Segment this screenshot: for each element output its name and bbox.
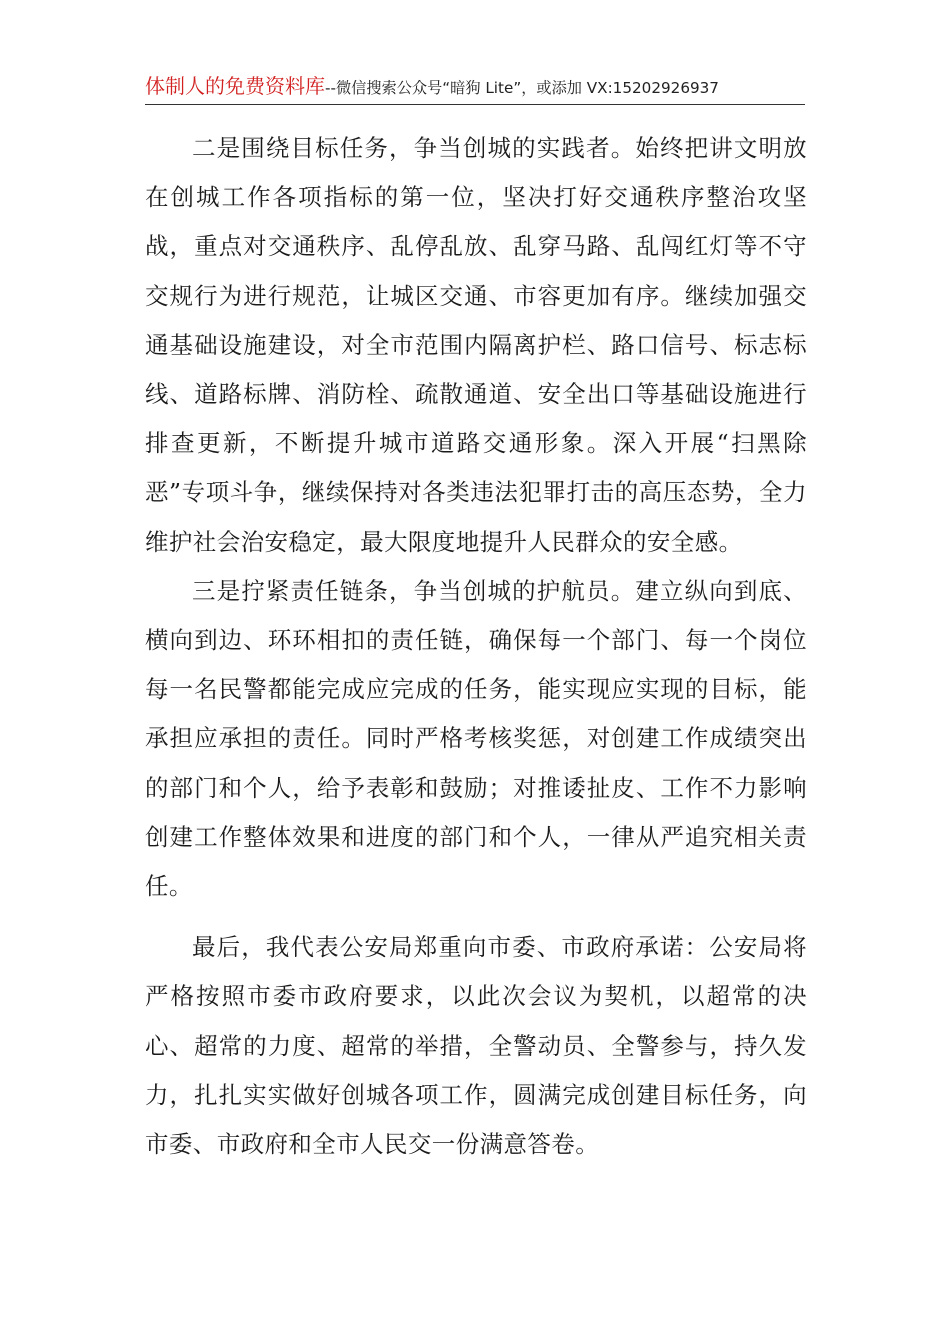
- paragraph-responsibility-chain: 三是拧紧责任链条，争当创城的护航员。建立纵向到底、横向到边、环环相扣的责任链，确保每一个部门、每一个岗位每一名民警都能完成应完成的任务，能实现应实现的目标，能承担应承担的责任。同时严格考核奖惩，对创建工作成绩突出的部门和个人，给予表彰和鼓励；对推诿扯皮、工作不力影响创建工作整体效果和进度的部门和个人，一律从严追究相关责任。: [145, 576, 807, 901]
- page-header: [145, 70, 805, 105]
- paragraph-traffic-order: 二是围绕目标任务，争当创城的实践者。始终把讲文明放在创城工作各项指标的第一位，坚决打好交通秩序整治攻坚战，重点对交通秩序、乱停乱放、乱穿马路、乱闯红灯等不守交规行为进行规范，让城区交通、市容更加有序。继续加强交通基础设施建设，对全市范围内隔离护栏、路口信号、标志标线、道路标牌、消防栓、疏散通道、安全出口等基础设施进行排查更新，不断提升城市道路交通形象。深入开展“扫黑除恶”专项斗争，继续保持对各类违法犯罪打击的高压态势，全力维护社会治安稳定，最大限度地提升人民群众的安全感。: [145, 134, 807, 556]
- document-body: [145, 124, 807, 1169]
- brand-title: 体制人的免费资料库: [145, 74, 325, 98]
- header-note: --微信搜索公众号“暗狗 Lite”，或添加 VX:15202926937: [325, 79, 719, 97]
- paragraph-commitment: 最后，我代表公安局郑重向市委、市政府承诺：公安局将严格按照市委市政府要求，以此次会议为契机，以超常的决心、超常的力度、超常的举措，全警动员、全警参与，持久发力，扎扎实实做好创城各项工作，圆满完成创建目标任务，向市委、市政府和全市人民交一份满意答卷。: [145, 933, 807, 1159]
